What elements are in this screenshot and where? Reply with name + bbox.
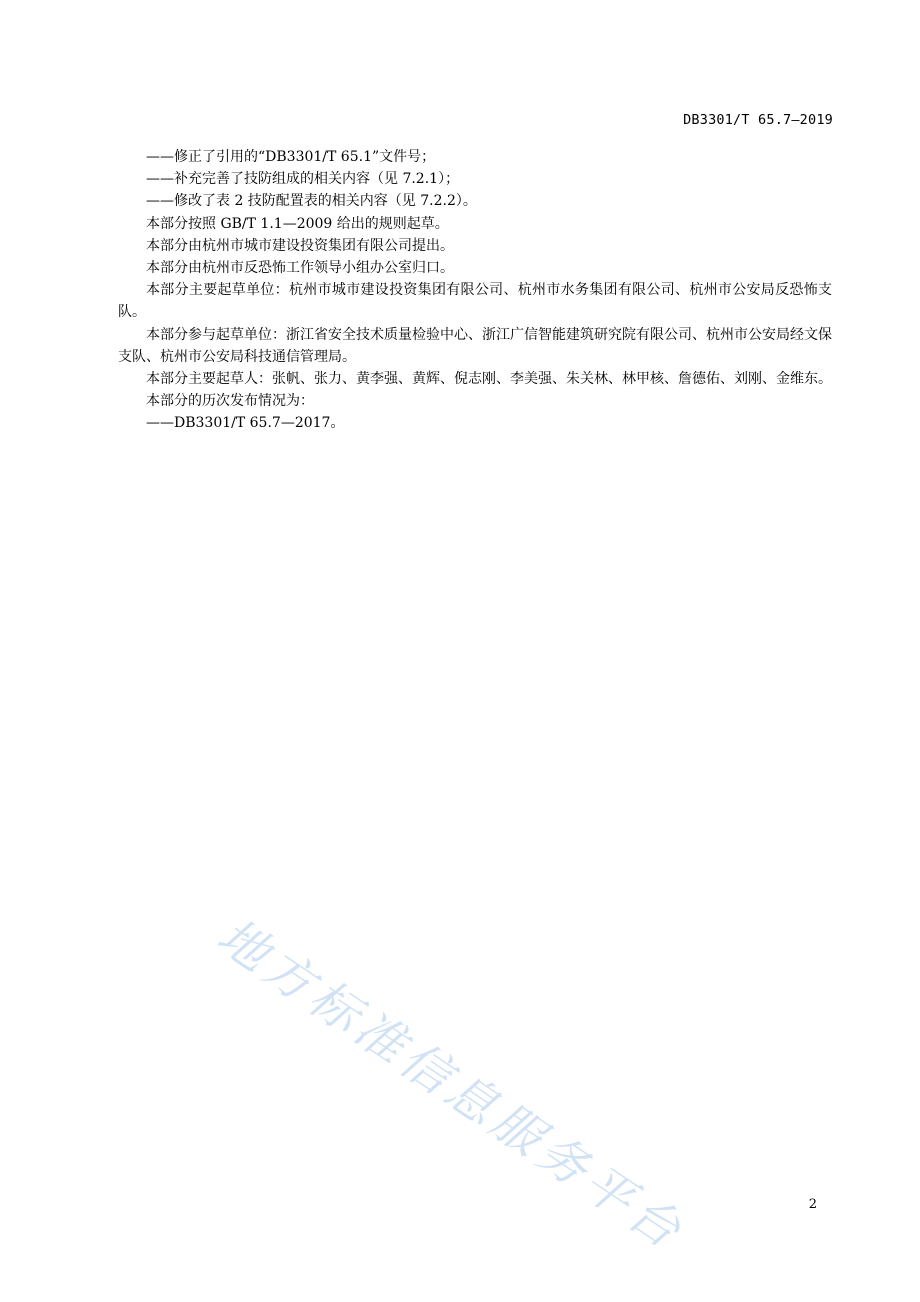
- body-paragraph: ——修改了表 2 技防配置表的相关内容（见 7.2.2）。: [146, 193, 477, 210]
- watermark-text: 地方标准信息服务平台: [207, 907, 695, 1263]
- document-body: [118, 146, 832, 435]
- body-paragraph: 本部分主要起草人：张帆、张力、黄李强、黄辉、倪志刚、李美强、朱关林、林甲核、詹德佑、刘刚、金维东。: [146, 371, 832, 388]
- body-paragraph: 本部分的历次发布情况为：: [146, 393, 314, 410]
- body-paragraph: ——修正了引用的“DB3301/T 65.1”文件号；: [146, 149, 436, 165]
- document-code-header: DB3301/T 65.7—2019: [683, 112, 833, 128]
- page-number: 2: [808, 1197, 817, 1212]
- body-paragraph: ——补充完善了技防组成的相关内容（见 7.2.1）；: [146, 171, 460, 188]
- body-paragraph: 本部分按照 GB/T 1.1—2009 给出的规则起草。: [146, 215, 449, 232]
- body-paragraph: ——DB3301/T 65.7—2017。: [146, 415, 345, 432]
- body-paragraph: 本部分参与起草单位：浙江省安全技术质量检验中心、浙江广信智能建筑研究院有限公司、杭州市公安局经文保支队、杭州市公安局科技通信管理局。: [118, 326, 832, 365]
- body-paragraph: 本部分由杭州市城市建设投资集团有限公司提出。: [146, 237, 454, 254]
- body-paragraph: 本部分由杭州市反恐怖工作领导小组办公室归口。: [146, 260, 454, 277]
- body-paragraph: 本部分主要起草单位：杭州市城市建设投资集团有限公司、杭州市水务集团有限公司、杭州市公安局反恐怖支队。: [118, 282, 832, 321]
